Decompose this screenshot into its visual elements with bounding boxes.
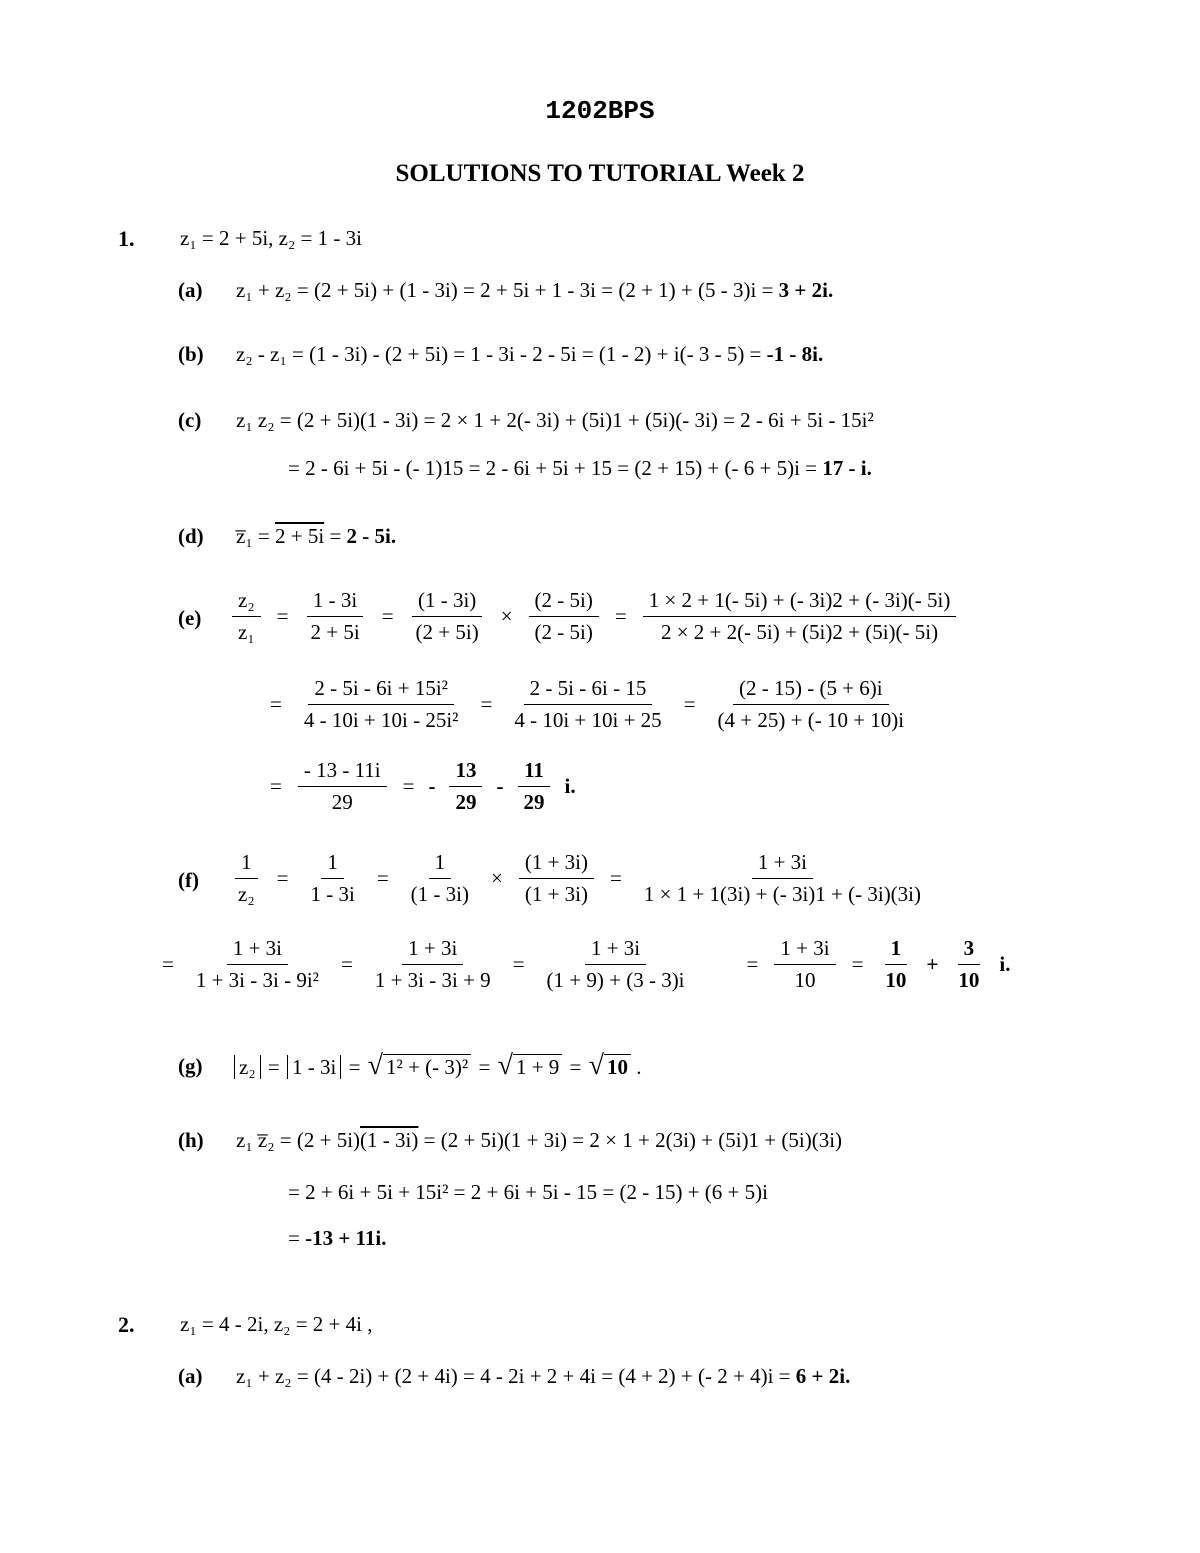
part-label-c: (c) xyxy=(178,408,202,432)
answer-tail: i. xyxy=(999,952,1011,976)
answer-fraction: $\frac{11}{29}$ xyxy=(517,758,550,815)
modulus: 1 - 3i xyxy=(287,1055,341,1079)
problem1-c-line2 xyxy=(288,456,872,481)
expression: = 2 - 6i + 5i - (- 1)15 = 2 - 6i + 5i + 15 = (2 + 15) + (- 6 + 5)i = xyxy=(288,456,818,480)
expression: z₁ + z₂ = (2 + 5i) + (1 - 3i) = 2 + 5i + 1 - 3i = (2 + 1) + (5 - 3)i = xyxy=(236,278,774,302)
part-label-h: (h) xyxy=(178,1128,204,1152)
course-code: 1202BPS xyxy=(545,96,655,126)
problem1-e-line3: = $\frac{- 13 - 11i}{29}$ = - $\frac{13}{29}$ - $\frac{11}{29}$ i. xyxy=(270,758,576,814)
fraction: $\frac{\text{z₂}}{\text{z₁}}$ xyxy=(232,588,261,645)
problem1-d-line xyxy=(236,524,396,549)
problem1-given: z₁ = 2 + 5i, z₂ = 1 - 3i xyxy=(180,226,362,250)
fraction: $\frac{1}{1 - 3i}$ xyxy=(310,850,355,906)
expression: z₂ - z₁ = (1 - 3i) - (2 + 5i) = 1 - 3i - 2 - 5i = (1 - 2) + i(- 3 - 5) = xyxy=(236,342,762,366)
problem1-e-line1: $\frac{\text{z₂}}{\text{z₁}}$ = $\frac{1 - 3i}{2 + 5i}$ = $\frac{(1 - 3i)}{(2 + 5i)}$ × $\frac{(2 - 5i)}{(2 - 5i)}$ = $\frac{1 \times 2 + 1(- 5i) + (- 3i)2 + (- 3i)(- 5i)}{2 \times 2 + 2(- 5i) + (5i)2 + (5i)(- 5i)}$ xyxy=(230,588,958,645)
problem2-given: z₁ = 4 - 2i, z₂ = 2 + 4i , xyxy=(180,1312,373,1336)
problem1-h-line2: = 2 + 6i + 5i + 15i² = 2 + 6i + 5i - 15 = (2 - 15) + (6 + 5)i xyxy=(288,1180,768,1204)
part-label-f: (f) xyxy=(178,868,199,892)
problem1-h-line3: = -13 + 11i. xyxy=(288,1226,387,1250)
answer: -13 + 11i. xyxy=(305,1226,387,1250)
problem2-a-line xyxy=(236,1364,850,1389)
part-label-g: (g) xyxy=(178,1054,203,1078)
answer: 2 - 5i. xyxy=(346,524,397,548)
answer-fraction: $\frac{13}{29}$ xyxy=(449,758,482,815)
radicand: 1 + 9 xyxy=(513,1054,562,1079)
problem1-b-line xyxy=(236,342,823,367)
expression: z₁ + z₂ = (4 - 2i) + (2 + 4i) = 4 - 2i + 2 + 4i = (4 + 2) + (- 2 + 4)i = xyxy=(236,1364,791,1388)
problem-number-1: 1. xyxy=(118,226,135,251)
answer-tail: i. xyxy=(564,774,576,798)
part-label-e: (e) xyxy=(178,606,202,630)
part-label-a: (a) xyxy=(178,1364,203,1388)
fraction: $\frac{1}{(1 - 3i)}$ xyxy=(410,850,469,906)
problem1-f-line1: $\frac{1}{\text{z₂}}$ = $\frac{1}{1 - 3i}$ = $\frac{1}{(1 - 3i)}$ × $\frac{(1 + 3i)}{(1 + 3i)}$ = $\frac{1 + 3i}{1 \times 1 + 1(3i) + (- 3i)1 + (- 3i)(3i)}$ xyxy=(230,850,929,907)
answer-minus: - xyxy=(428,774,436,798)
part-label-b: (b) xyxy=(178,342,204,366)
fraction: $\frac{1}{\text{z₂}}$ xyxy=(232,850,261,907)
fraction: $\frac{2 - 5i - 6i - 15}{4 - 10i + 10i + 25}$ xyxy=(514,676,662,732)
fraction: $\frac{1 + 3i}{1 + 3i - 3i + 9}$ xyxy=(374,936,491,992)
fraction: $\frac{1 + 3i}{(1 + 9) + (3 - 3)i}$ xyxy=(546,936,685,992)
answer: 6 + 2i. xyxy=(795,1364,851,1388)
modulus: z₂ xyxy=(234,1055,261,1079)
fraction: $\frac{1 - 3i}{2 + 5i}$ xyxy=(305,588,366,645)
problem1-g-line: z₂ = 1 - 3i = √ 1² + (- 3)² = √ 1 + 9 = √ 10 . xyxy=(234,1050,642,1082)
answer: 10 xyxy=(604,1054,631,1079)
fraction: $\frac{(1 + 3i)}{(1 + 3i)}$ xyxy=(519,850,594,907)
problem1-c-line1: z₁ z₂ = (2 + 5i)(1 - 3i) = 2 × 1 + 2(- 3i) + (5i)1 + (5i)(- 3i) = 2 - 6i + 5i - 15i² xyxy=(236,408,874,432)
answer-fraction: $\frac{1}{10}$ xyxy=(885,936,907,992)
fraction: $\frac{- 13 - 11i}{29}$ xyxy=(298,758,387,815)
problem-number-2: 2. xyxy=(118,1312,135,1337)
fraction: $\frac{1 \times 2 + 1(- 5i) + (- 3i)2 + (- 3i)(- 5i)}{2 \times 2 + 2(- 5i) + (5i)2 + (5i)(- 5i)}$ xyxy=(643,588,957,645)
fraction: $\frac{1 + 3i}{1 \times 1 + 1(3i) + (- 3i)1 + (- 3i)(3i)}$ xyxy=(643,850,922,906)
part-label-d: (d) xyxy=(178,524,204,548)
fraction: $\frac{(2 - 15) - (5 + 6)i}{(4 + 25) + (- 10 + 10)i}$ xyxy=(717,676,905,732)
page-title: SOLUTIONS TO TUTORIAL Week 2 xyxy=(395,160,805,187)
radicand: 1² + (- 3)² xyxy=(383,1054,471,1079)
fraction: $\frac{\text{2 - 5i - 6i + 15i²}}{\text{4 - 10i + 10i - 25i²}}$ xyxy=(303,676,459,732)
problem1-f-line2: = $\frac{1 + 3i}{\text{1 + 3i - 3i - 9i²}}$ = $\frac{1 + 3i}{1 + 3i - 3i + 9}$ = $\frac{1 + 3i}{(1 + 9) + (3 - 3)i}$ = $\frac{1 + 3i}{10}$ = $\frac{1}{10}$ + $\frac{3}{10}$ i. xyxy=(162,936,1011,992)
answer: 3 + 2i. xyxy=(778,278,834,302)
answer: -1 - 8i. xyxy=(766,342,824,366)
fraction: $\frac{1 + 3i}{10}$ xyxy=(774,936,835,993)
fraction: $\frac{1 + 3i}{\text{1 + 3i - 3i - 9i²}}$ xyxy=(195,936,319,992)
fraction: $\frac{(1 - 3i)}{(2 + 5i)}$ xyxy=(410,588,485,645)
answer: 17 - i. xyxy=(822,456,872,480)
equals: = xyxy=(329,524,342,548)
problem1-e-line2: = $\frac{\text{2 - 5i - 6i + 15i²}}{\text{4 - 10i + 10i - 25i²}}$ = $\frac{2 - 5i - 6i - 15}{4 - 10i + 10i + 25}$ = $\frac{(2 - 15) - (5 + 6)i}{(4 + 25) + (- 10 + 10)i}$ xyxy=(268,676,912,733)
problem1-h-line1: z₁ z̅₂ = (2 + 5i)(1 - 3i) = (2 + 5i)(1 + 3i) = 2 × 1 + 2(3i) + (5i)1 + (5i)(3i) xyxy=(236,1128,843,1152)
lhs: z̅₁ = xyxy=(236,524,270,548)
part-label-a: (a) xyxy=(178,278,203,302)
answer-fraction: $\frac{3}{10}$ xyxy=(958,936,980,992)
fraction: $\frac{(2 - 5i)}{(2 - 5i)}$ xyxy=(529,588,599,645)
conjugate-expression: (1 - 3i) xyxy=(360,1128,419,1152)
conjugate-expression: 2 + 5i xyxy=(275,524,325,548)
problem1-a-line xyxy=(236,278,833,303)
